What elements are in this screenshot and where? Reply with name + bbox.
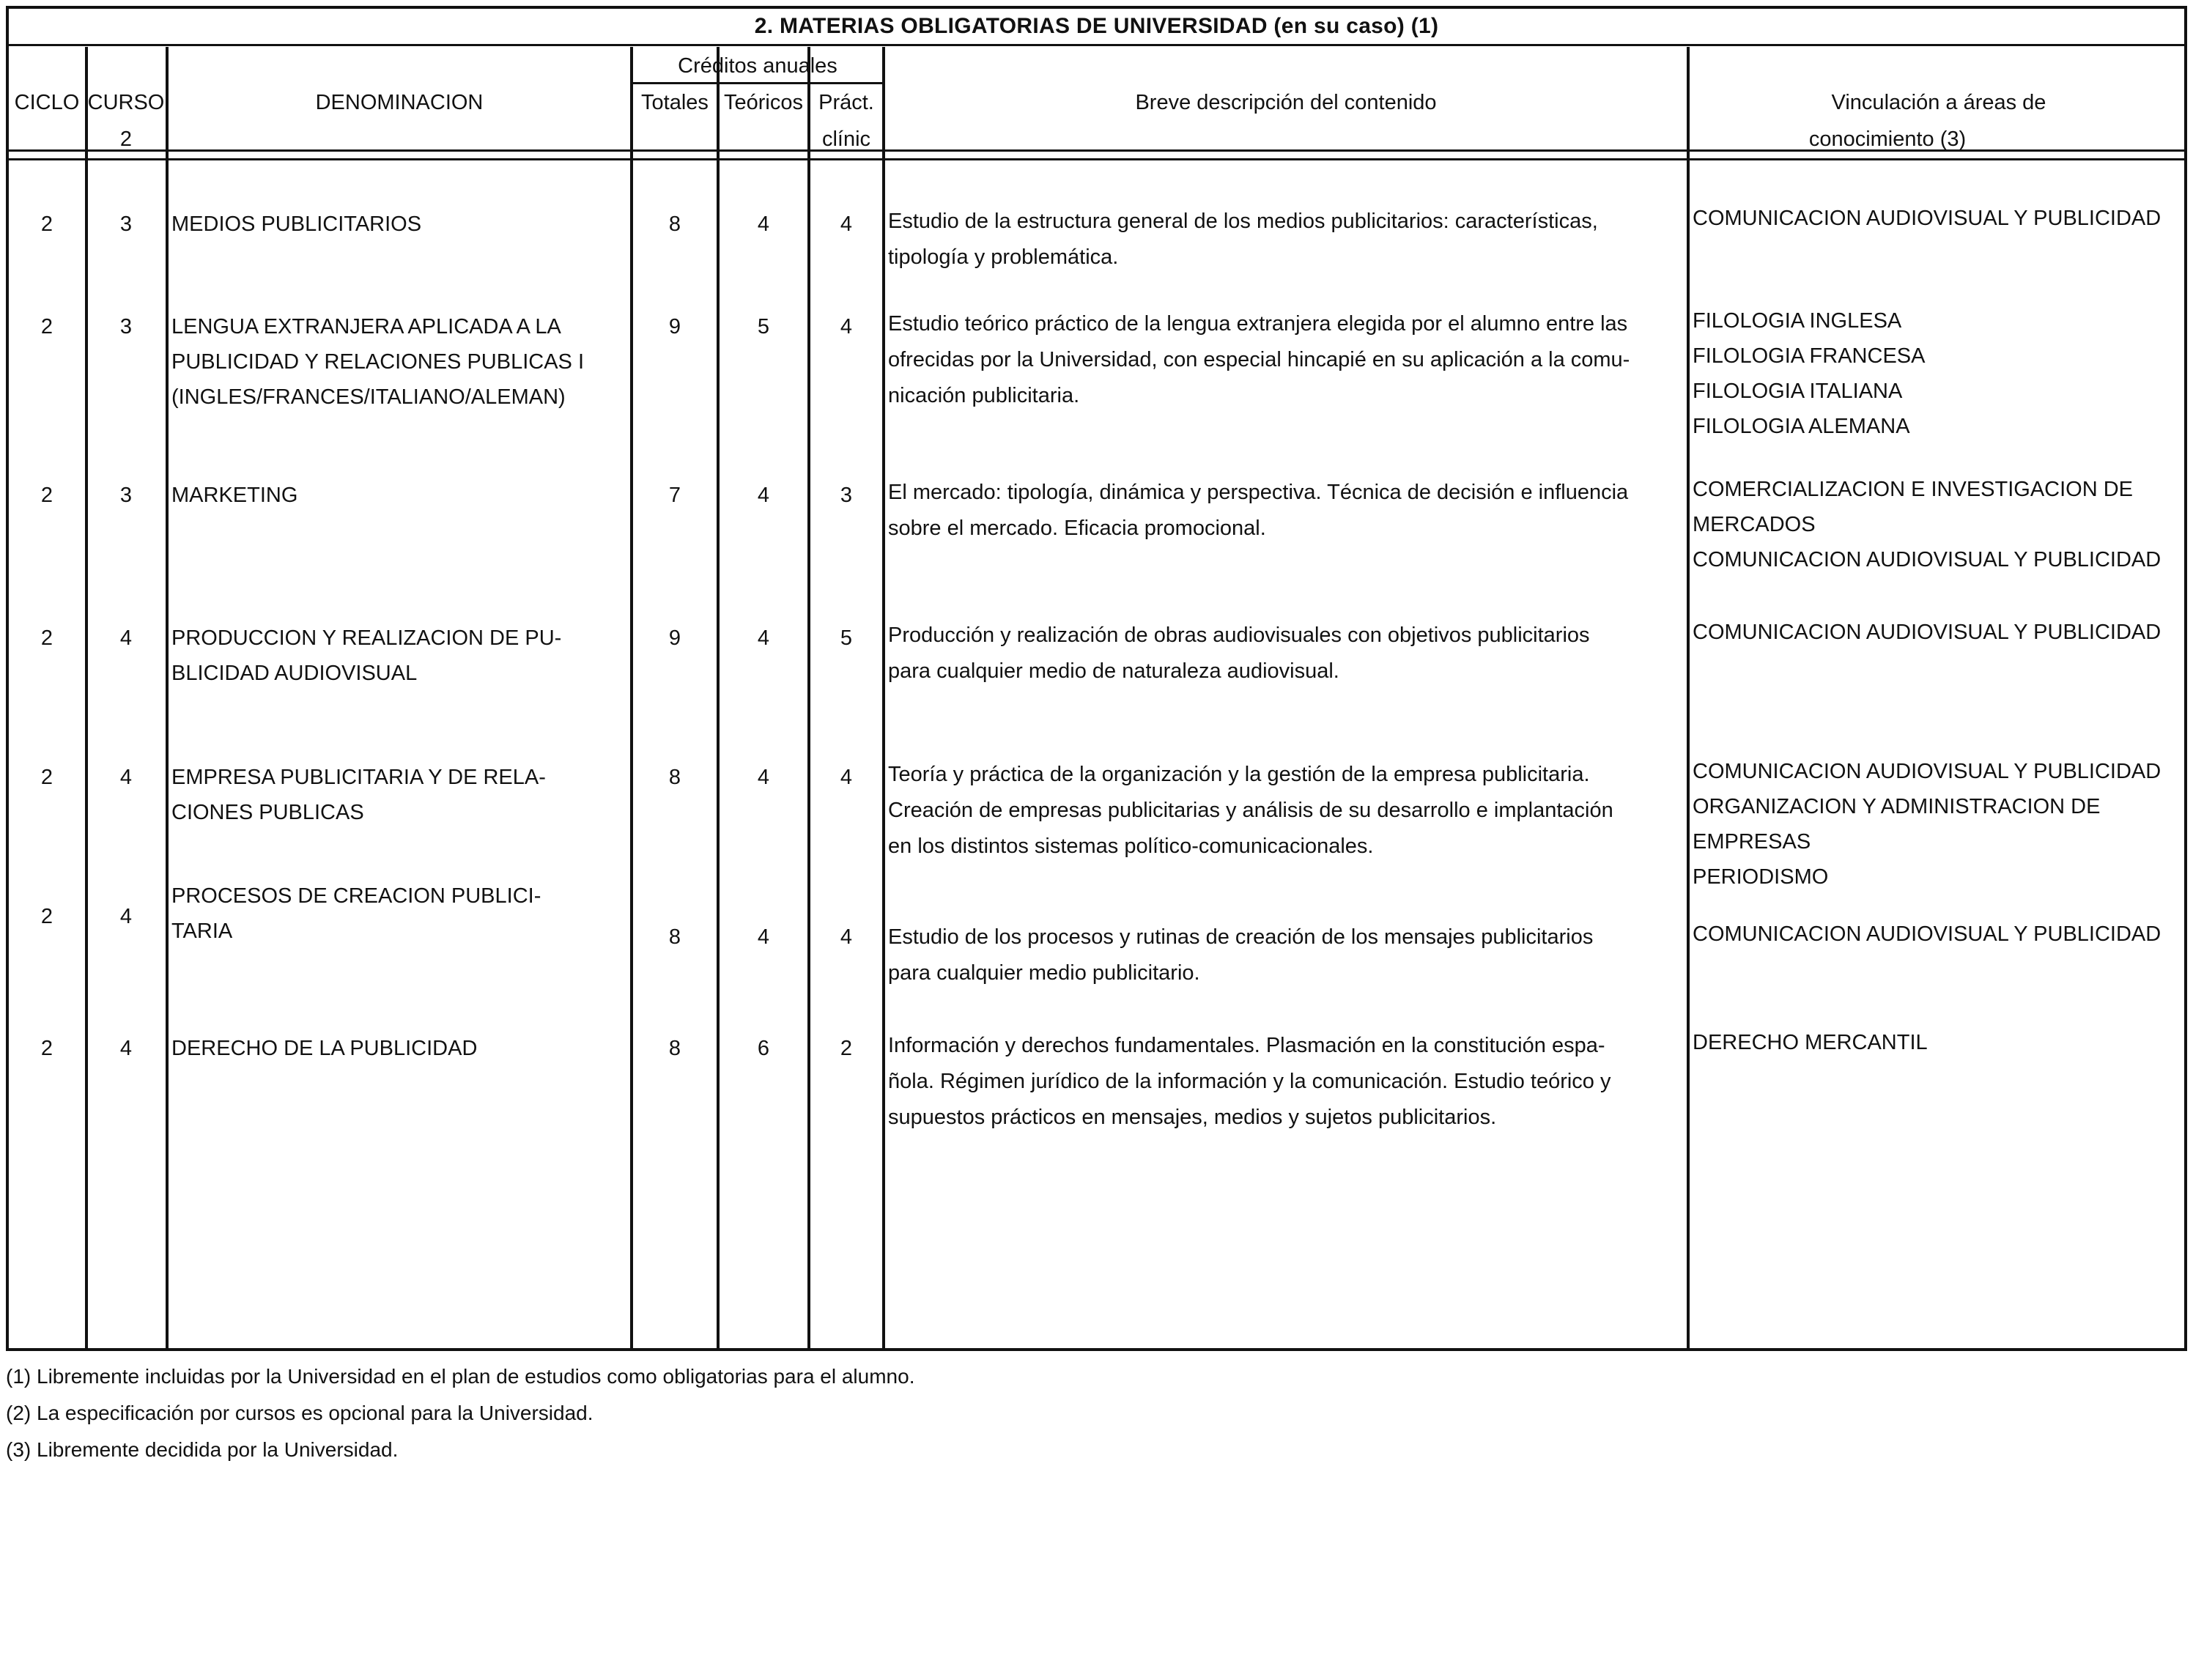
cell-descripcion: supuestos prácticos en mensajes, medios y sujetos publicitarios. (888, 1106, 1497, 1129)
cell-teoricos: 4 (757, 925, 770, 949)
col-divider (630, 47, 633, 1348)
cell-area: COMUNICACION AUDIOVISUAL Y PUBLICIDAD (1693, 548, 2161, 571)
cell-curso: 3 (119, 484, 133, 507)
header-practicos-clinic: clínic (821, 127, 871, 151)
cell-area: COMUNICACION AUDIOVISUAL Y PUBLICIDAD (1693, 207, 2161, 230)
cell-ciclo: 2 (40, 1037, 53, 1060)
cell-area: FILOLOGIA ALEMANA (1693, 415, 1910, 438)
cell-practicos: 4 (840, 925, 853, 949)
cell-denominacion: (INGLES/FRANCES/ITALIANO/ALEMAN) (171, 385, 566, 409)
cell-totales: 8 (668, 212, 681, 236)
cell-curso: 4 (119, 1037, 133, 1060)
footnote: (2) La especificación por cursos es opcional para la Universidad. (6, 1402, 593, 1424)
cell-totales: 8 (668, 766, 681, 789)
header-vinculacion-conocimiento: conocimiento (3) (1808, 127, 1967, 151)
header-ciclo: CICLO (14, 91, 80, 114)
cell-practicos: 3 (840, 484, 853, 507)
cell-descripcion: Información y derechos fundamentales. Plasmación en la constitución espa- (888, 1034, 1605, 1057)
header-teoricos: Teóricos (724, 91, 803, 114)
cell-curso: 3 (119, 315, 133, 338)
cell-totales: 9 (668, 315, 681, 338)
cell-curso: 3 (119, 212, 133, 236)
cell-ciclo: 2 (40, 766, 53, 789)
cell-totales: 7 (668, 484, 681, 507)
cell-area: COMUNICACION AUDIOVISUAL Y PUBLICIDAD (1693, 922, 2161, 946)
header-vinculacion: Vinculación a áreas de (1831, 91, 2046, 114)
cell-practicos: 4 (840, 212, 853, 236)
cell-descripcion: Producción y realización de obras audiovisuales con objetivos publicitarios (888, 623, 1590, 647)
header-totales: Totales (641, 91, 709, 114)
cell-ciclo: 2 (40, 905, 53, 928)
cell-descripcion: Creación de empresas publicitarias y análisis de su desarrollo e implantación (888, 799, 1613, 822)
cell-area: MERCADOS (1693, 513, 1816, 536)
cell-denominacion: BLICIDAD AUDIOVISUAL (171, 662, 418, 685)
cell-area: FILOLOGIA ITALIANA (1693, 380, 1903, 403)
cell-teoricos: 4 (757, 212, 770, 236)
materias-table (6, 6, 2187, 1351)
col-divider (1687, 47, 1690, 1348)
cell-curso: 4 (119, 766, 133, 789)
cell-denominacion: PUBLICIDAD Y RELACIONES PUBLICAS I (171, 350, 585, 374)
cell-ciclo: 2 (40, 315, 53, 338)
cell-denominacion: PRODUCCION Y REALIZACION DE PU- (171, 626, 562, 650)
cell-curso: 4 (119, 905, 133, 928)
header-creditos-anuales: Créditos anuales (678, 54, 837, 78)
cell-descripcion: Teoría y práctica de la organización y la gestión de la empresa publicitaria. (888, 763, 1590, 786)
header-curso-note: 2 (119, 127, 133, 151)
cell-totales: 8 (668, 1037, 681, 1060)
header-denominacion: DENOMINACION (315, 91, 484, 114)
col-divider (882, 47, 885, 1348)
cell-curso: 4 (119, 626, 133, 650)
cell-area: COMUNICACION AUDIOVISUAL Y PUBLICIDAD (1693, 621, 2161, 644)
cell-denominacion: DERECHO DE LA PUBLICIDAD (171, 1037, 478, 1060)
cell-descripcion: ofrecidas por la Universidad, con especial hincapié en su aplicación a la comu- (888, 348, 1630, 371)
col-divider (717, 47, 720, 1348)
footnote: (1) Libremente incluidas por la Universidad en el plan de estudios como obligatorias para el alumno. (6, 1365, 915, 1388)
cell-descripcion: en los distintos sistemas político-comunicacionales. (888, 835, 1374, 858)
cell-practicos: 2 (840, 1037, 853, 1060)
cell-denominacion: CIONES PUBLICAS (171, 801, 364, 824)
cell-ciclo: 2 (40, 626, 53, 650)
col-divider (85, 47, 88, 1348)
cell-area: FILOLOGIA INGLESA (1693, 309, 1902, 333)
cell-descripcion: nicación publicitaria. (888, 384, 1080, 407)
cell-practicos: 4 (840, 766, 853, 789)
cell-practicos: 4 (840, 315, 853, 338)
cell-ciclo: 2 (40, 212, 53, 236)
header-curso: CURSO (87, 91, 165, 114)
cell-area: EMPRESAS (1693, 830, 1811, 854)
cell-area: ORGANIZACION Y ADMINISTRACION DE (1693, 795, 2101, 818)
cell-descripcion: sobre el mercado. Eficacia promocional. (888, 517, 1266, 540)
col-divider (166, 47, 169, 1348)
cell-practicos: 5 (840, 626, 853, 650)
cell-descripcion: ñola. Régimen jurídico de la información y la comunicación. Estudio teórico y (888, 1070, 1611, 1093)
header-descripcion: Breve descripción del contenido (1135, 91, 1437, 114)
cell-area: DERECHO MERCANTIL (1693, 1031, 1928, 1054)
cell-teoricos: 6 (757, 1037, 770, 1060)
cell-area: COMERCIALIZACION E INVESTIGACION DE (1693, 478, 2134, 501)
cell-area: PERIODISMO (1693, 865, 1829, 889)
cell-totales: 9 (668, 626, 681, 650)
cell-denominacion: MARKETING (171, 484, 298, 507)
col-divider (807, 47, 810, 1348)
cell-descripcion: tipología y problemática. (888, 245, 1119, 269)
cell-denominacion: LENGUA EXTRANJERA APLICADA A LA (171, 315, 561, 338)
cell-denominacion: MEDIOS PUBLICITARIOS (171, 212, 422, 236)
cell-descripcion: Estudio de los procesos y rutinas de creación de los mensajes publicitarios (888, 925, 1594, 949)
cell-ciclo: 2 (40, 484, 53, 507)
cell-denominacion: PROCESOS DE CREACION PUBLICI- (171, 884, 541, 908)
cell-teoricos: 4 (757, 766, 770, 789)
footnote: (3) Libremente decidida por la Universidad. (6, 1438, 399, 1461)
cell-teoricos: 5 (757, 315, 770, 338)
cell-area: FILOLOGIA FRANCESA (1693, 344, 1926, 368)
cell-descripcion: Estudio de la estructura general de los medios publicitarios: características, (888, 210, 1598, 233)
cell-area: COMUNICACION AUDIOVISUAL Y PUBLICIDAD (1693, 760, 2161, 783)
cell-totales: 8 (668, 925, 681, 949)
cell-teoricos: 4 (757, 626, 770, 650)
table-title: 2. MATERIAS OBLIGATORIAS DE UNIVERSIDAD (en su caso) (1) (9, 9, 2184, 46)
cell-denominacion: EMPRESA PUBLICITARIA Y DE RELA- (171, 766, 546, 789)
creditos-divider (630, 82, 885, 84)
cell-descripcion: Estudio teórico práctico de la lengua extranjera elegida por el alumno entre las (888, 312, 1628, 336)
cell-teoricos: 4 (757, 484, 770, 507)
cell-denominacion: TARIA (171, 919, 233, 943)
header-practicos: Práct. (818, 91, 874, 114)
header-bottom-rule-2 (9, 158, 2184, 160)
cell-descripcion: para cualquier medio de naturaleza audiovisual. (888, 659, 1339, 683)
cell-descripcion: El mercado: tipología, dinámica y perspectiva. Técnica de decisión e influencia (888, 481, 1629, 504)
cell-descripcion: para cualquier medio publicitario. (888, 961, 1200, 985)
